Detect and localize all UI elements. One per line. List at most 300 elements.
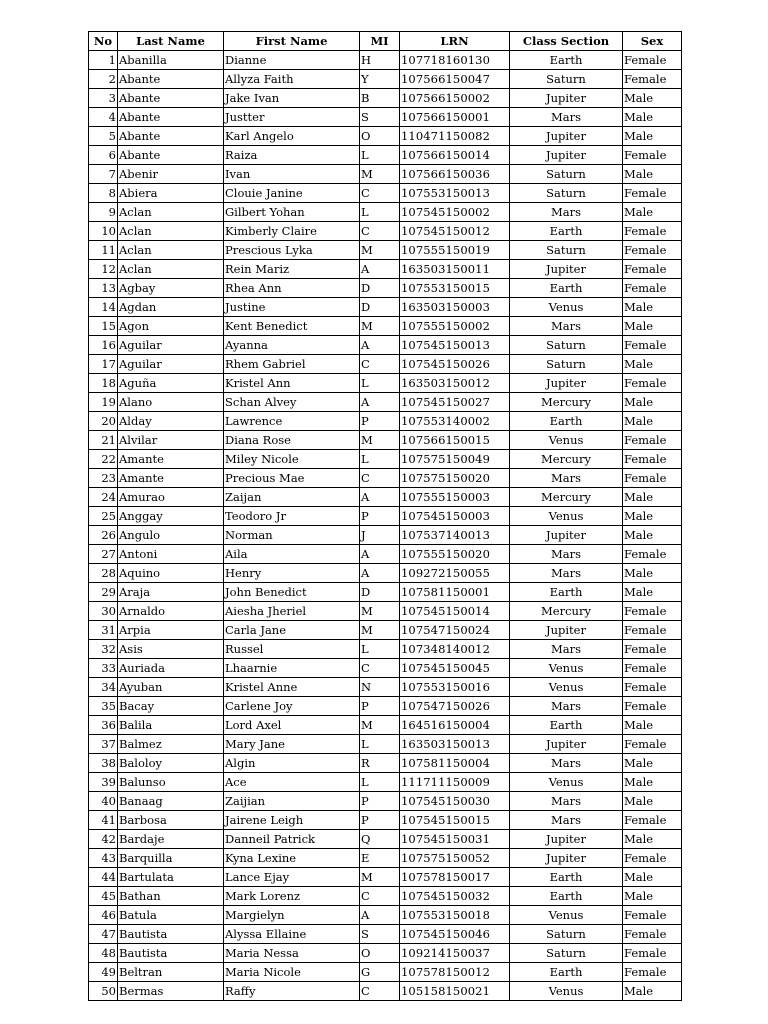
row-number: 26	[89, 526, 118, 545]
sex-cell: Male	[623, 564, 682, 583]
sex-cell: Male	[623, 754, 682, 773]
mi-cell: A	[360, 393, 400, 412]
sex-cell: Female	[623, 944, 682, 963]
last-name-cell: Bautista	[118, 925, 224, 944]
first-name-cell: Miley Nicole	[224, 450, 360, 469]
table-row	[89, 830, 682, 849]
sex-cell: Female	[623, 222, 682, 241]
row-number: 27	[89, 545, 118, 564]
class-section-cell: Mercury	[510, 450, 623, 469]
last-name-cell: Aclan	[118, 241, 224, 260]
mi-cell: L	[360, 640, 400, 659]
sex-cell: Male	[623, 507, 682, 526]
sex-cell: Male	[623, 317, 682, 336]
mi-cell: P	[360, 792, 400, 811]
first-name-cell: Gilbert Yohan	[224, 203, 360, 222]
first-name-cell: Teodoro Jr	[224, 507, 360, 526]
row-number: 6	[89, 146, 118, 165]
last-name-cell: Alvilar	[118, 431, 224, 450]
table-row	[89, 811, 682, 830]
first-name-cell: Karl Angelo	[224, 127, 360, 146]
last-name-cell: Balila	[118, 716, 224, 735]
header-lrn: LRN	[400, 32, 510, 51]
last-name-cell: Abante	[118, 108, 224, 127]
last-name-cell: Aclan	[118, 260, 224, 279]
table-row	[89, 146, 682, 165]
table-row	[89, 241, 682, 260]
class-section-cell: Jupiter	[510, 849, 623, 868]
sex-cell: Male	[623, 298, 682, 317]
lrn-cell: 107553150016	[400, 678, 510, 697]
first-name-cell: Rhea Ann	[224, 279, 360, 298]
mi-cell: M	[360, 868, 400, 887]
first-name-cell: John Benedict	[224, 583, 360, 602]
class-section-cell: Jupiter	[510, 830, 623, 849]
lrn-cell: 107547150026	[400, 697, 510, 716]
class-section-cell: Saturn	[510, 944, 623, 963]
first-name-cell: Danneil Patrick	[224, 830, 360, 849]
last-name-cell: Alano	[118, 393, 224, 412]
sex-cell: Male	[623, 127, 682, 146]
first-name-cell: Russel	[224, 640, 360, 659]
last-name-cell: Baloloy	[118, 754, 224, 773]
mi-cell: M	[360, 241, 400, 260]
row-number: 35	[89, 697, 118, 716]
mi-cell: H	[360, 51, 400, 70]
lrn-cell: 107566150014	[400, 146, 510, 165]
row-number: 11	[89, 241, 118, 260]
first-name-cell: Carlene Joy	[224, 697, 360, 716]
mi-cell: C	[360, 659, 400, 678]
lrn-cell: 107578150017	[400, 868, 510, 887]
mi-cell: O	[360, 127, 400, 146]
table-row	[89, 374, 682, 393]
mi-cell: P	[360, 811, 400, 830]
lrn-cell: 107578150012	[400, 963, 510, 982]
class-section-cell: Jupiter	[510, 89, 623, 108]
sex-cell: Male	[623, 830, 682, 849]
mi-cell: A	[360, 545, 400, 564]
first-name-cell: Algin	[224, 754, 360, 773]
header-mi: MI	[360, 32, 400, 51]
table-row	[89, 412, 682, 431]
last-name-cell: Barbosa	[118, 811, 224, 830]
class-section-cell: Mars	[510, 545, 623, 564]
last-name-cell: Amante	[118, 450, 224, 469]
last-name-cell: Abanilla	[118, 51, 224, 70]
class-section-cell: Saturn	[510, 355, 623, 374]
mi-cell: L	[360, 374, 400, 393]
class-section-cell: Mars	[510, 811, 623, 830]
lrn-cell: 107545150003	[400, 507, 510, 526]
header-last-name: Last Name	[118, 32, 224, 51]
mi-cell: G	[360, 963, 400, 982]
mi-cell: P	[360, 697, 400, 716]
row-number: 47	[89, 925, 118, 944]
first-name-cell: Lord Axel	[224, 716, 360, 735]
table-row	[89, 564, 682, 583]
table-row	[89, 260, 682, 279]
lrn-cell: 107575150020	[400, 469, 510, 488]
first-name-cell: Prescious Lyka	[224, 241, 360, 260]
sex-cell: Female	[623, 697, 682, 716]
row-number: 43	[89, 849, 118, 868]
last-name-cell: Agbay	[118, 279, 224, 298]
table-row	[89, 678, 682, 697]
mi-cell: C	[360, 982, 400, 1001]
row-number: 10	[89, 222, 118, 241]
class-section-cell: Earth	[510, 279, 623, 298]
mi-cell: M	[360, 621, 400, 640]
table-row	[89, 773, 682, 792]
table-row	[89, 222, 682, 241]
last-name-cell: Bardaje	[118, 830, 224, 849]
sex-cell: Female	[623, 659, 682, 678]
first-name-cell: Zaijian	[224, 792, 360, 811]
first-name-cell: Kristel Ann	[224, 374, 360, 393]
class-section-cell: Venus	[510, 906, 623, 925]
last-name-cell: Arpia	[118, 621, 224, 640]
row-number: 50	[89, 982, 118, 1001]
row-number: 20	[89, 412, 118, 431]
first-name-cell: Raiza	[224, 146, 360, 165]
last-name-cell: Balmez	[118, 735, 224, 754]
class-section-cell: Venus	[510, 507, 623, 526]
sex-cell: Male	[623, 203, 682, 222]
row-number: 18	[89, 374, 118, 393]
last-name-cell: Aguilar	[118, 355, 224, 374]
last-name-cell: Ayuban	[118, 678, 224, 697]
last-name-cell: Agon	[118, 317, 224, 336]
first-name-cell: Kyna Lexine	[224, 849, 360, 868]
table-row	[89, 507, 682, 526]
mi-cell: C	[360, 184, 400, 203]
first-name-cell: Henry	[224, 564, 360, 583]
first-name-cell: Schan Alvey	[224, 393, 360, 412]
class-section-cell: Venus	[510, 298, 623, 317]
row-number: 2	[89, 70, 118, 89]
table-row	[89, 754, 682, 773]
first-name-cell: Kristel Anne	[224, 678, 360, 697]
sex-cell: Male	[623, 488, 682, 507]
last-name-cell: Balunso	[118, 773, 224, 792]
class-section-cell: Earth	[510, 412, 623, 431]
table-row	[89, 355, 682, 374]
table-row	[89, 393, 682, 412]
lrn-cell: 163503150011	[400, 260, 510, 279]
lrn-cell: 163503150012	[400, 374, 510, 393]
row-number: 8	[89, 184, 118, 203]
class-section-cell: Earth	[510, 868, 623, 887]
first-name-cell: Zaijan	[224, 488, 360, 507]
sex-cell: Male	[623, 773, 682, 792]
row-number: 32	[89, 640, 118, 659]
first-name-cell: Raffy	[224, 982, 360, 1001]
last-name-cell: Abante	[118, 89, 224, 108]
sex-cell: Female	[623, 545, 682, 564]
row-number: 46	[89, 906, 118, 925]
lrn-cell: 107566150036	[400, 165, 510, 184]
last-name-cell: Barquilla	[118, 849, 224, 868]
table-row	[89, 716, 682, 735]
header-first-name: First Name	[224, 32, 360, 51]
mi-cell: Q	[360, 830, 400, 849]
table-row	[89, 982, 682, 1001]
last-name-cell: Aguilar	[118, 336, 224, 355]
table-row	[89, 317, 682, 336]
lrn-cell: 107537140013	[400, 526, 510, 545]
last-name-cell: Abante	[118, 70, 224, 89]
sex-cell: Female	[623, 963, 682, 982]
first-name-cell: Maria Nessa	[224, 944, 360, 963]
sex-cell: Female	[623, 431, 682, 450]
lrn-cell: 164516150004	[400, 716, 510, 735]
lrn-cell: 107545150045	[400, 659, 510, 678]
first-name-cell: Margielyn	[224, 906, 360, 925]
first-name-cell: Lance Ejay	[224, 868, 360, 887]
sex-cell: Male	[623, 792, 682, 811]
sex-cell: Female	[623, 184, 682, 203]
last-name-cell: Aclan	[118, 203, 224, 222]
mi-cell: C	[360, 469, 400, 488]
mi-cell: E	[360, 849, 400, 868]
class-section-cell: Mars	[510, 108, 623, 127]
lrn-cell: 107555150020	[400, 545, 510, 564]
lrn-cell: 107575150052	[400, 849, 510, 868]
row-number: 38	[89, 754, 118, 773]
lrn-cell: 107553140002	[400, 412, 510, 431]
row-number: 7	[89, 165, 118, 184]
sex-cell: Female	[623, 241, 682, 260]
row-number: 37	[89, 735, 118, 754]
row-number: 9	[89, 203, 118, 222]
lrn-cell: 107545150046	[400, 925, 510, 944]
sex-cell: Female	[623, 925, 682, 944]
sex-cell: Female	[623, 374, 682, 393]
table-row	[89, 203, 682, 222]
row-number: 49	[89, 963, 118, 982]
mi-cell: A	[360, 564, 400, 583]
table-row	[89, 963, 682, 982]
class-section-cell: Mars	[510, 203, 623, 222]
class-section-cell: Mars	[510, 792, 623, 811]
lrn-cell: 107555150003	[400, 488, 510, 507]
row-number: 31	[89, 621, 118, 640]
table-row	[89, 735, 682, 754]
lrn-cell: 107553150018	[400, 906, 510, 925]
last-name-cell: Agdan	[118, 298, 224, 317]
row-number: 44	[89, 868, 118, 887]
sex-cell: Female	[623, 279, 682, 298]
mi-cell: A	[360, 488, 400, 507]
sex-cell: Female	[623, 70, 682, 89]
student-list-table	[88, 31, 682, 1001]
table-row	[89, 583, 682, 602]
table-row	[89, 640, 682, 659]
mi-cell: M	[360, 716, 400, 735]
last-name-cell: Bautista	[118, 944, 224, 963]
class-section-cell: Earth	[510, 963, 623, 982]
row-number: 25	[89, 507, 118, 526]
first-name-cell: Dianne	[224, 51, 360, 70]
last-name-cell: Araja	[118, 583, 224, 602]
table-row	[89, 51, 682, 70]
last-name-cell: Amurao	[118, 488, 224, 507]
table-row	[89, 108, 682, 127]
sex-cell: Male	[623, 887, 682, 906]
row-number: 1	[89, 51, 118, 70]
last-name-cell: Auriada	[118, 659, 224, 678]
table-row	[89, 279, 682, 298]
sex-cell: Female	[623, 735, 682, 754]
sex-cell: Female	[623, 51, 682, 70]
table-row	[89, 70, 682, 89]
first-name-cell: Justter	[224, 108, 360, 127]
first-name-cell: Mark Lorenz	[224, 887, 360, 906]
last-name-cell: Aquino	[118, 564, 224, 583]
sex-cell: Male	[623, 982, 682, 1001]
mi-cell: O	[360, 944, 400, 963]
first-name-cell: Norman	[224, 526, 360, 545]
first-name-cell: Kent Benedict	[224, 317, 360, 336]
first-name-cell: Alyssa Ellaine	[224, 925, 360, 944]
first-name-cell: Diana Rose	[224, 431, 360, 450]
first-name-cell: Lawrence	[224, 412, 360, 431]
first-name-cell: Precious Mae	[224, 469, 360, 488]
row-number: 21	[89, 431, 118, 450]
class-section-cell: Mercury	[510, 393, 623, 412]
row-number: 30	[89, 602, 118, 621]
table-row	[89, 545, 682, 564]
last-name-cell: Angulo	[118, 526, 224, 545]
sex-cell: Male	[623, 868, 682, 887]
table-row	[89, 184, 682, 203]
row-number: 5	[89, 127, 118, 146]
row-number: 15	[89, 317, 118, 336]
lrn-cell: 107545150002	[400, 203, 510, 222]
sex-cell: Male	[623, 165, 682, 184]
lrn-cell: 107581150001	[400, 583, 510, 602]
sex-cell: Male	[623, 412, 682, 431]
sex-cell: Female	[623, 678, 682, 697]
row-number: 41	[89, 811, 118, 830]
mi-cell: C	[360, 222, 400, 241]
class-section-cell: Saturn	[510, 70, 623, 89]
mi-cell: L	[360, 146, 400, 165]
mi-cell: S	[360, 108, 400, 127]
table-row	[89, 697, 682, 716]
class-section-cell: Jupiter	[510, 374, 623, 393]
lrn-cell: 107545150031	[400, 830, 510, 849]
table-row	[89, 906, 682, 925]
class-section-cell: Jupiter	[510, 621, 623, 640]
table-row	[89, 469, 682, 488]
table-row	[89, 659, 682, 678]
table-row	[89, 792, 682, 811]
table-row	[89, 944, 682, 963]
row-number: 29	[89, 583, 118, 602]
class-section-cell: Jupiter	[510, 127, 623, 146]
last-name-cell: Batula	[118, 906, 224, 925]
header-no: No	[89, 32, 118, 51]
sex-cell: Female	[623, 621, 682, 640]
class-section-cell: Mars	[510, 317, 623, 336]
row-number: 12	[89, 260, 118, 279]
lrn-cell: 107545150027	[400, 393, 510, 412]
mi-cell: D	[360, 583, 400, 602]
class-section-cell: Mars	[510, 469, 623, 488]
table-row	[89, 431, 682, 450]
sex-cell: Male	[623, 393, 682, 412]
row-number: 16	[89, 336, 118, 355]
lrn-cell: 107555150019	[400, 241, 510, 260]
table-row	[89, 925, 682, 944]
last-name-cell: Bermas	[118, 982, 224, 1001]
first-name-cell: Mary Jane	[224, 735, 360, 754]
sex-cell: Female	[623, 469, 682, 488]
mi-cell: A	[360, 260, 400, 279]
first-name-cell: Ace	[224, 773, 360, 792]
last-name-cell: Aguña	[118, 374, 224, 393]
last-name-cell: Antoni	[118, 545, 224, 564]
sex-cell: Male	[623, 526, 682, 545]
row-number: 23	[89, 469, 118, 488]
class-section-cell: Jupiter	[510, 146, 623, 165]
table-header-row	[89, 32, 682, 51]
last-name-cell: Bartulata	[118, 868, 224, 887]
class-section-cell: Saturn	[510, 336, 623, 355]
first-name-cell: Aiesha Jheriel	[224, 602, 360, 621]
row-number: 28	[89, 564, 118, 583]
last-name-cell: Abante	[118, 146, 224, 165]
lrn-cell: 107348140012	[400, 640, 510, 659]
mi-cell: L	[360, 735, 400, 754]
row-number: 4	[89, 108, 118, 127]
lrn-cell: 111711150009	[400, 773, 510, 792]
lrn-cell: 107545150032	[400, 887, 510, 906]
class-section-cell: Mars	[510, 640, 623, 659]
mi-cell: M	[360, 602, 400, 621]
mi-cell: P	[360, 507, 400, 526]
class-section-cell: Earth	[510, 583, 623, 602]
table-row	[89, 336, 682, 355]
class-section-cell: Venus	[510, 678, 623, 697]
row-number: 24	[89, 488, 118, 507]
lrn-cell: 109214150037	[400, 944, 510, 963]
row-number: 22	[89, 450, 118, 469]
mi-cell: L	[360, 450, 400, 469]
mi-cell: Y	[360, 70, 400, 89]
lrn-cell: 107566150047	[400, 70, 510, 89]
lrn-cell: 107575150049	[400, 450, 510, 469]
sex-cell: Female	[623, 260, 682, 279]
class-section-cell: Mars	[510, 697, 623, 716]
class-section-cell: Earth	[510, 716, 623, 735]
lrn-cell: 107545150013	[400, 336, 510, 355]
lrn-cell: 107566150015	[400, 431, 510, 450]
class-section-cell: Venus	[510, 773, 623, 792]
class-section-cell: Earth	[510, 887, 623, 906]
mi-cell: B	[360, 89, 400, 108]
mi-cell: D	[360, 279, 400, 298]
row-number: 45	[89, 887, 118, 906]
row-number: 36	[89, 716, 118, 735]
mi-cell: L	[360, 773, 400, 792]
last-name-cell: Abiera	[118, 184, 224, 203]
table-row	[89, 602, 682, 621]
lrn-cell: 107545150026	[400, 355, 510, 374]
lrn-cell: 107547150024	[400, 621, 510, 640]
